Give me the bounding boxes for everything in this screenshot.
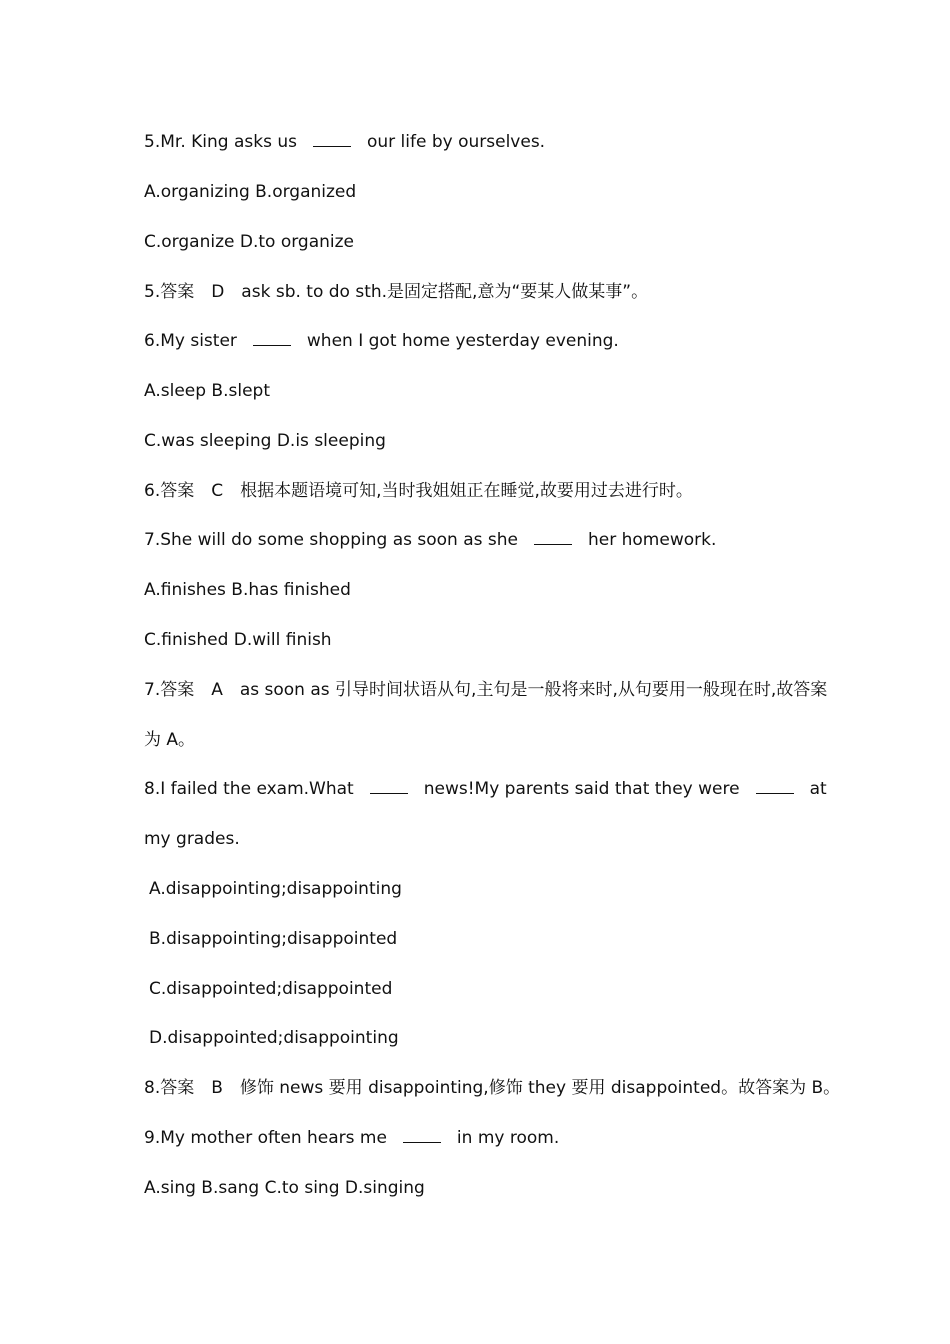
question-9-stem: 9.My mother often hears me in my room.: [144, 1128, 560, 1148]
question-7-answer-line-1: 7.答案 A as soon as 引导时间状语从句,主句是一般将来时,从句要用一般现在时,故答案: [144, 680, 828, 700]
question-5-answer: 5.答案 D ask sb. to do sth.是固定搭配,意为“要某人做某事”。: [144, 282, 649, 302]
question-8-answer: 8.答案 B 修饰 news 要用 disappointing,修饰 they 要用 disappointed。故答案为 B。: [144, 1078, 841, 1098]
answer-blank: [756, 779, 794, 794]
question-8-stem-line-2: my grades.: [144, 829, 240, 849]
question-8-option-b: B.disappointing;disappointed: [149, 929, 398, 949]
question-5-options-ab: A.organizing B.organized: [144, 182, 357, 202]
question-5-stem: 5.Mr. King asks us our life by ourselves.: [144, 132, 546, 152]
answer-blank: [253, 331, 291, 346]
question-8-option-d: D.disappointed;disappointing: [149, 1028, 399, 1048]
question-8-stem: 8.I failed the exam.What news!My parents said that they were at: [144, 779, 827, 799]
answer-blank: [313, 132, 351, 147]
question-8-option-c: C.disappointed;disappointed: [149, 979, 393, 999]
answer-blank: [403, 1128, 441, 1143]
question-7-answer-line-2: 为 A。: [144, 730, 196, 750]
question-7-options-cd: C.finished D.will finish: [144, 630, 332, 650]
question-6-options-ab: A.sleep B.slept: [144, 381, 270, 401]
question-5-options-cd: C.organize D.to organize: [144, 232, 355, 252]
question-7-stem: 7.She will do some shopping as soon as she her homework.: [144, 530, 717, 550]
question-9-options: A.sing B.sang C.to sing D.singing: [144, 1178, 425, 1198]
answer-blank: [534, 530, 572, 545]
question-6-answer: 6.答案 C 根据本题语境可知,当时我姐姐正在睡觉,故要用过去进行时。: [144, 481, 693, 501]
question-8-option-a: A.disappointing;disappointing: [149, 879, 402, 899]
question-7-options-ab: A.finishes B.has finished: [144, 580, 351, 600]
question-6-stem: 6.My sister when I got home yesterday evening.: [144, 331, 619, 351]
question-6-options-cd: C.was sleeping D.is sleeping: [144, 431, 386, 451]
answer-blank: [370, 779, 408, 794]
